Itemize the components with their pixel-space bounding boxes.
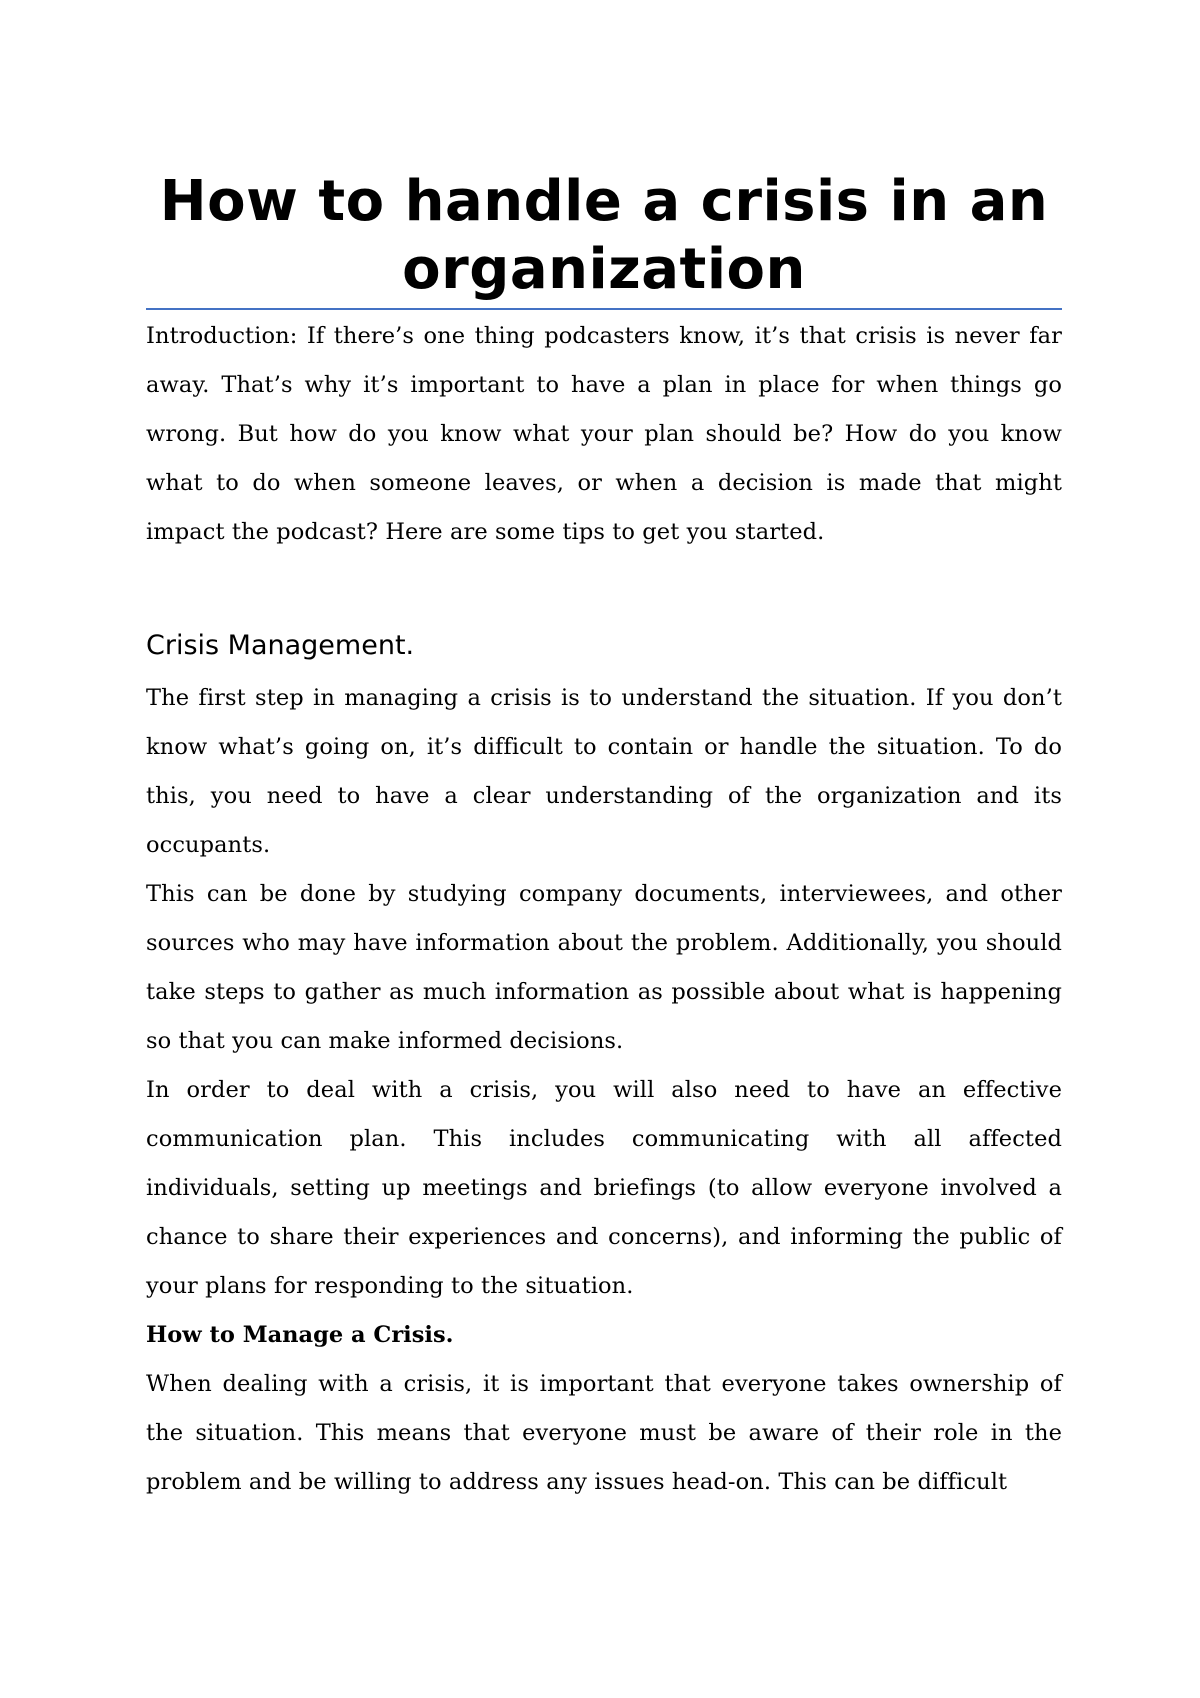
body-paragraph: When dealing with a crisis, it is important that everyone takes ownership of the situation. This means that everyone must be aware of their role in the problem and be willing to address any issues head-on. This can be difficult <box>146 1371 1062 1495</box>
body-paragraph: The first step in managing a crisis is to understand the situation. If you don’t know what’s going on, it’s difficult to contain or handle the situation. To do this, you need to have a clear understanding of the organization and its occupants. <box>146 685 1062 858</box>
document-title: How to handle a crisis in an organization <box>146 168 1062 310</box>
body-paragraph: In order to deal with a crisis, you will also need to have an effective communication plan. This includes communicating with all affected individuals, setting up meetings and briefings (to allow everyone involved a chance to share their experiences and concerns), and informing the public of your plans for responding to the situation. <box>146 1077 1062 1299</box>
body-paragraph: This can be done by studying company documents, interviewees, and other sources who may have information about the problem. Additionally, you should take steps to gather as much information as possible about what is happening so that you can make informed decisions. <box>146 881 1062 1054</box>
document-content <box>146 168 1062 1507</box>
introduction-paragraph: Introduction: If there’s one thing podcasters know, it’s that crisis is never far away. That’s why it’s important to have a plan in place for when things go wrong. But how do you know what your plan should be? How do you know what to do when someone leaves, or when a decision is made that might impact the podcast? Here are some tips to get you started. <box>146 323 1062 545</box>
section-heading-how-to-manage: How to Manage a Crisis. <box>146 1322 454 1348</box>
section-heading-crisis-management: Crisis Management. <box>146 630 415 661</box>
